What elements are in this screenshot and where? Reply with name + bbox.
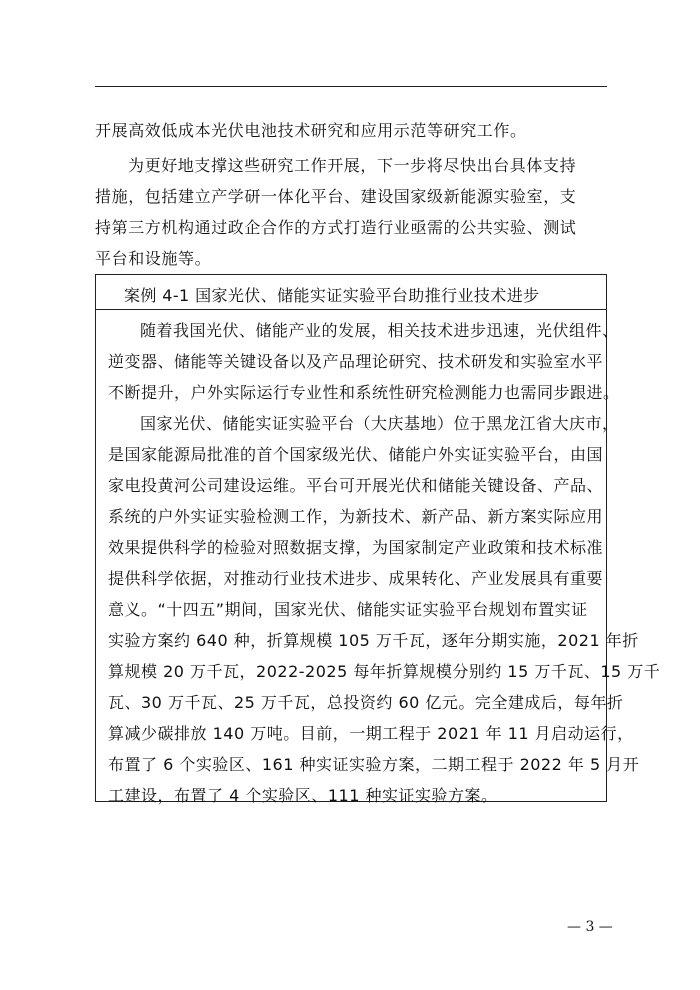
case-study-box (95, 274, 661, 805)
case-line: 意义。“十四五”期间，国家光伏、储能实证实验平台规划布置实证 (108, 600, 588, 619)
case-line: 家电投黄河公司建设运维。平台可开展光伏和储能关键设备、产品、 (108, 476, 604, 495)
body-line: 持第三方机构通过政企合作的方式打造行业亟需的公共实验、测试 (95, 218, 577, 237)
case-line: 布置了 6 个实验区、161 种实证实验方案，二期工程于 2022 年 5 月开 (108, 755, 640, 774)
case-line: 瓦、30 万千瓦、25 万千瓦，总投资约 60 亿元。完全建成后，每年折 (108, 693, 624, 712)
case-line: 系统的户外实证实验检测工作，为新技术、新产品、新方案实际应用 (108, 507, 604, 526)
case-line: 国家光伏、储能实证实验平台（大庆基地）位于黑龙江省大庆市， (140, 414, 619, 433)
case-title: 案例 4-1 国家光伏、储能实证实验平台助推行业技术进步 (124, 286, 540, 305)
case-line: 不断提升，户外实际运行专业性和系统性研究检测能力也需同步跟进。 (108, 383, 620, 402)
case-line: 算减少碳排放 140 万吨。目前，一期工程于 2021 年 11 月启动运行， (108, 724, 634, 743)
page-number: — 3 — (567, 919, 613, 935)
case-line: 实验方案约 640 种，折算规模 105 万千瓦，逐年分期实施，2021 年折 (108, 631, 639, 650)
case-line: 工建设，布置了 4 个实验区、111 种实证实验方案。 (108, 786, 498, 805)
case-line: 逆变器、储能等关键设备以及产品理论研究、技术研发和实验室水平 (108, 352, 604, 371)
case-line: 是国家能源局批准的首个国家级光伏、储能户外实证实验平台，由国 (108, 445, 604, 464)
header-rule (95, 86, 607, 87)
case-line: 随着我国光伏、储能产业的发展，相关技术进步迅速，光伏组件、 (140, 321, 619, 340)
body-line: 开展高效低成本光伏电池技术研究和应用示范等研究工作。 (95, 121, 527, 140)
case-line: 提供科学依据，对推动行业技术进步、成果转化、产业发展具有重要 (108, 569, 604, 588)
body-line: 为更好地支撑这些研究工作开展，下一步将尽快出台具体支持 (128, 156, 577, 175)
case-line: 效果提供科学的检验对照数据支撑，为国家制定产业政策和技术标准 (108, 538, 604, 557)
body-line: 措施，包括建立产学研一体化平台、建设国家级新能源实验室，支 (95, 187, 577, 206)
case-line: 算规模 20 万千瓦，2022-2025 每年折算规模分别约 15 万千瓦、15 万千 (108, 662, 661, 681)
case-title-row (96, 275, 606, 310)
body-line: 平台和设施等。 (95, 249, 212, 268)
